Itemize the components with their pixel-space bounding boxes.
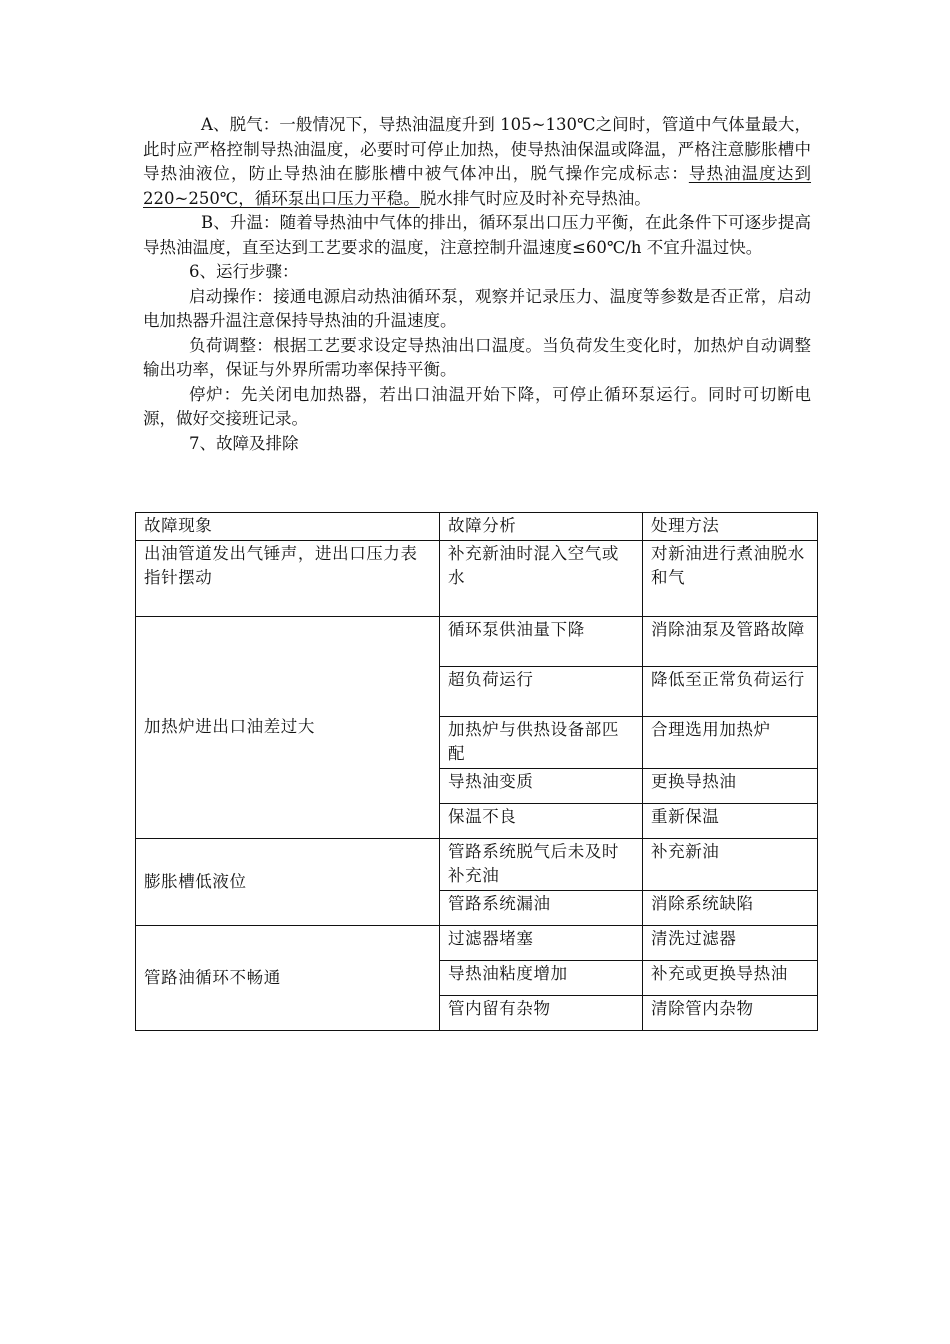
section-6-heading: 6、运行步骤： <box>189 262 299 281</box>
header-method: 处理方法 <box>643 513 818 541</box>
symptom-cell: 加热炉进出口油差过大 <box>136 617 440 839</box>
degassing-criteria: 导热油温度达到 220~250℃，循环泵出口压力平稳。 <box>143 164 812 208</box>
analysis-cell: 导热油变质 <box>440 769 643 804</box>
method-cell: 重新保温 <box>643 804 818 839</box>
section-7-heading: 7、故障及排除 <box>189 433 299 453</box>
method-cell: 降低至正常负荷运行 <box>643 667 818 717</box>
analysis-cell: 管路系统脱气后未及时补充油 <box>440 839 643 891</box>
degassing-paragraph <box>143 113 811 211</box>
method-cell: 消除系统缺陷 <box>643 891 818 926</box>
degassing-note: 脱水排气时应及时补充导热油。 <box>419 188 651 208</box>
analysis-cell: 保温不良 <box>440 804 643 839</box>
header-symptom: 故障现象 <box>136 513 440 541</box>
header-analysis: 故障分析 <box>440 513 643 541</box>
analysis-cell: 过滤器堵塞 <box>440 926 643 961</box>
document-body <box>143 113 811 456</box>
table-row <box>136 926 818 961</box>
heating-paragraph: B、升温：随着导热油中气体的排出，循环泵出口压力平衡，在此条件下可逐步提高导热油温度，直至达到工艺要求的温度，注意控制升温速度≤60℃/h 不宜升温过快。 <box>143 213 811 257</box>
table-row <box>136 617 818 667</box>
fault-table <box>135 512 818 1031</box>
method-cell: 清洗过滤器 <box>643 926 818 961</box>
analysis-cell: 循环泵供油量下降 <box>440 617 643 667</box>
analysis-cell: 导热油粘度增加 <box>440 961 643 996</box>
method-cell: 对新油进行煮油脱水和气 <box>643 541 818 617</box>
analysis-cell: 管内留有杂物 <box>440 996 643 1031</box>
symptom-cell: 管路油循环不畅通 <box>136 926 440 1031</box>
analysis-cell: 超负荷运行 <box>440 667 643 717</box>
analysis-cell: 管路系统漏油 <box>440 891 643 926</box>
degassing-text: A、脱气：一般情况下，导热油温度升到 105~130℃之间时，管道中气体量最大，此时应严格控制导热油温度，必要时可停止加热，使导热油保温或降温，严格注意膨胀槽中导热油液位，防止导热油在膨胀槽中被气体冲出，脱气操作完成标志： <box>143 115 811 183</box>
symptom-cell: 出油管道发出气锤声，进出口压力表指针摆动 <box>136 541 440 617</box>
method-cell: 合理选用加热炉 <box>643 717 818 769</box>
load-adjust-paragraph: 负荷调整：根据工艺要求设定导热油出口温度。当负荷发生变化时，加热炉自动调整输出功率，保证与外界所需功率保持平衡。 <box>143 335 811 379</box>
startup-paragraph: 启动操作：接通电源启动热油循环泵，观察并记录压力、温度等参数是否正常，启动电加热器升温注意保持导热油的升温速度。 <box>143 286 811 330</box>
method-cell: 补充或更换导热油 <box>643 961 818 996</box>
table-row <box>136 541 818 617</box>
method-cell: 清除管内杂物 <box>643 996 818 1031</box>
method-cell: 更换导热油 <box>643 769 818 804</box>
table-row <box>136 839 818 891</box>
symptom-cell: 膨胀槽低液位 <box>136 839 440 926</box>
method-cell: 补充新油 <box>643 839 818 891</box>
shutdown-paragraph: 停炉：先关闭电加热器，若出口油温开始下降，可停止循环泵运行。同时可切断电源，做好交接班记录。 <box>143 384 811 428</box>
analysis-cell: 加热炉与供热设备部匹配 <box>440 717 643 769</box>
analysis-cell: 补充新油时混入空气或水 <box>440 541 643 617</box>
method-cell: 消除油泵及管路故障 <box>643 617 818 667</box>
table-header-row <box>136 513 818 541</box>
